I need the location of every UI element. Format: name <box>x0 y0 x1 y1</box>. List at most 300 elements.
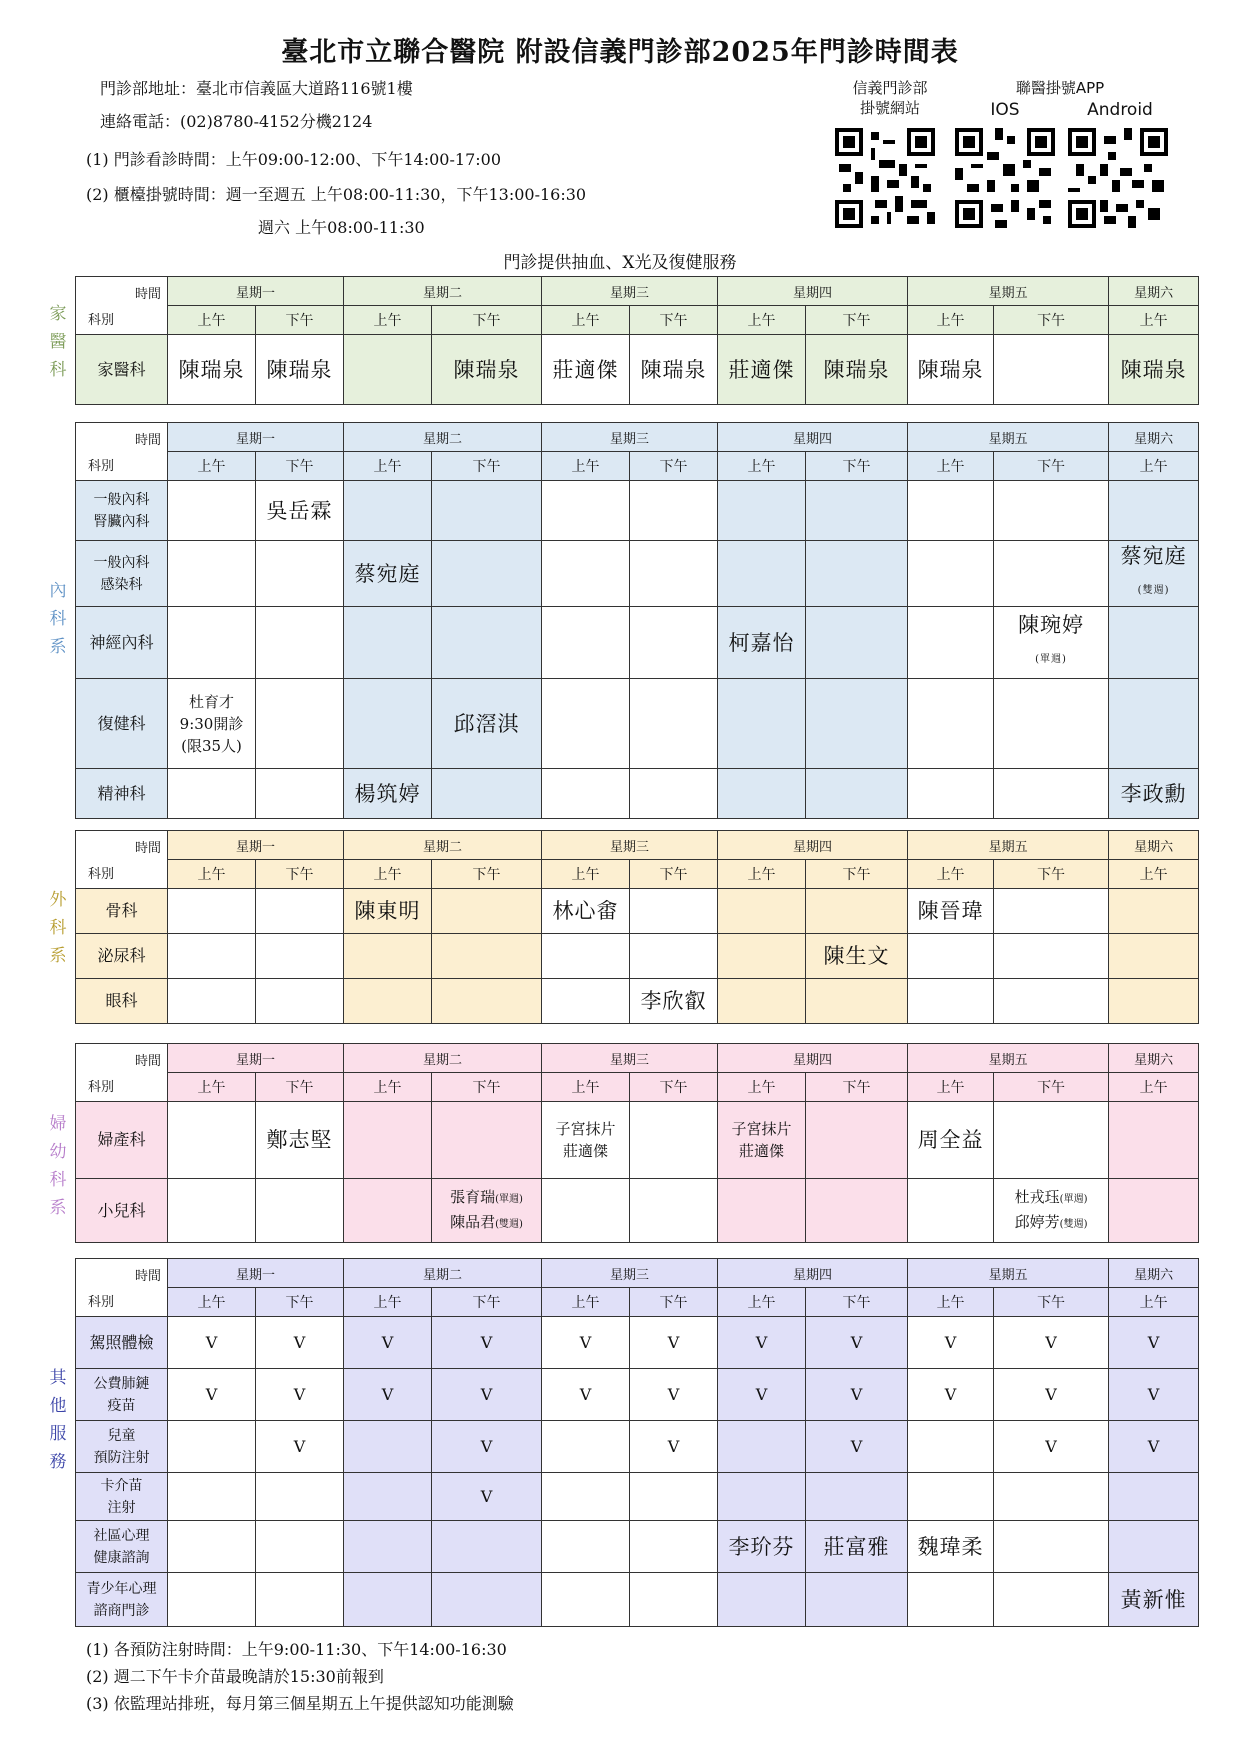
schedule-cell-empty <box>908 979 994 1024</box>
schedule-cell: V <box>256 1317 344 1369</box>
schedule-cell-empty <box>542 1421 630 1473</box>
header-day: 星期六 <box>1109 1259 1199 1288</box>
schedule-cell-empty <box>344 1473 432 1521</box>
header-day: 星期一 <box>168 831 344 860</box>
schedule-cell-empty <box>168 1102 256 1179</box>
schedule-cell-empty <box>168 1573 256 1627</box>
schedule-row <box>76 889 1199 934</box>
internal-table <box>75 422 1199 819</box>
schedule-cell-empty <box>256 607 344 679</box>
header-half-day: 上午 <box>542 1288 630 1317</box>
schedule-cell-empty <box>908 481 994 541</box>
header-day: 星期二 <box>344 1259 542 1288</box>
schedule-cell-empty <box>256 1473 344 1521</box>
schedule-row <box>76 1521 1199 1573</box>
schedule-cell-empty <box>806 979 908 1024</box>
schedule-cell-empty <box>630 1473 718 1521</box>
schedule-row <box>76 934 1199 979</box>
header-day: 星期六 <box>1109 1044 1199 1073</box>
header-half-day: 上午 <box>542 306 630 335</box>
dept-label: 一般內科 腎臟內科 <box>76 481 168 541</box>
header-half-day: 上午 <box>908 306 994 335</box>
footnote-2: (2) 週二下午卡介苗最晚請於15:30前報到 <box>86 1667 384 1686</box>
schedule-cell: V <box>344 1369 432 1421</box>
address: 門診部地址：臺北市信義區大道路116號1樓 <box>100 79 413 98</box>
schedule-cell: V <box>344 1317 432 1369</box>
schedule-cell-empty <box>542 1473 630 1521</box>
schedule-cell-empty <box>994 889 1109 934</box>
schedule-cell-empty <box>1109 1179 1199 1243</box>
header-time-label: 時間 <box>134 841 161 856</box>
header-day: 星期四 <box>718 423 908 452</box>
schedule-cell-empty <box>718 679 806 769</box>
schedule-cell: 黃新惟 <box>1109 1573 1199 1627</box>
header-half-day: 上午 <box>542 1073 630 1102</box>
schedule-cell-empty <box>1109 679 1199 769</box>
schedule-cell: 陳東明 <box>344 889 432 934</box>
schedule-cell: 邱滘淇 <box>432 679 542 769</box>
header-half-day: 下午 <box>432 1288 542 1317</box>
schedule-cell: 吳岳霖 <box>256 481 344 541</box>
schedule-cell-empty <box>1109 889 1199 934</box>
dept-label: 復健科 <box>76 679 168 769</box>
header-half-day: 下午 <box>432 452 542 481</box>
header-half-day: 上午 <box>344 1073 432 1102</box>
schedule-cell: V <box>718 1369 806 1421</box>
page-title: 臺北市立聯合醫院 附設信義門診部2025年門診時間表 <box>281 37 959 68</box>
schedule-cell-empty <box>630 1521 718 1573</box>
header-half-day: 上午 <box>344 1288 432 1317</box>
schedule-cell-empty <box>168 889 256 934</box>
schedule-cell: 陳瑞泉 <box>168 335 256 405</box>
header-half-day: 上午 <box>1109 452 1199 481</box>
category-family: 家 醫 科 <box>49 304 67 380</box>
header-half-day: 上午 <box>168 1073 256 1102</box>
schedule-cell: 莊富雅 <box>806 1521 908 1573</box>
header-corner <box>76 1259 168 1317</box>
schedule-cell-empty <box>168 979 256 1024</box>
header-day: 星期三 <box>542 831 718 860</box>
header-half-day: 上午 <box>718 1288 806 1317</box>
header-day: 星期五 <box>908 277 1109 306</box>
schedule-row <box>76 679 1199 769</box>
header-day: 星期四 <box>718 277 908 306</box>
dept-label: 兒童 預防注射 <box>76 1421 168 1473</box>
header-half-day: 上午 <box>344 452 432 481</box>
schedule-cell: 陳瑞泉 <box>432 335 542 405</box>
header-day: 星期一 <box>168 1259 344 1288</box>
header-half-day: 上午 <box>908 1288 994 1317</box>
header-dept-label: 科別 <box>88 459 115 474</box>
schedule-cell: 柯嘉怡 <box>718 607 806 679</box>
schedule-cell: V <box>1109 1317 1199 1369</box>
schedule-cell-empty <box>908 679 994 769</box>
dept-label: 家醫科 <box>76 335 168 405</box>
schedule-cell: 鄭志堅 <box>256 1102 344 1179</box>
schedule-cell-empty <box>630 607 718 679</box>
header-half-day: 下午 <box>630 1073 718 1102</box>
schedule-cell-empty <box>344 481 432 541</box>
header-day: 星期二 <box>344 423 542 452</box>
qr-code-ios[interactable] <box>955 128 1055 228</box>
header-day: 星期六 <box>1109 423 1199 452</box>
schedule-cell-empty <box>718 979 806 1024</box>
schedule-cell-empty <box>256 889 344 934</box>
header-half-day: 下午 <box>806 860 908 889</box>
header-time-label: 時間 <box>134 1269 161 1284</box>
header-half-day: 下午 <box>432 860 542 889</box>
header-half-day: 上午 <box>718 452 806 481</box>
schedule-cell-empty <box>718 769 806 819</box>
schedule-cell-empty <box>806 1102 908 1179</box>
schedule-cell: V <box>630 1421 718 1473</box>
schedule-cell-empty <box>256 679 344 769</box>
schedule-cell-empty <box>994 481 1109 541</box>
schedule-cell-empty <box>168 541 256 607</box>
header-half-day: 下午 <box>994 306 1109 335</box>
schedule-cell-empty <box>344 1179 432 1243</box>
schedule-cell: V <box>1109 1369 1199 1421</box>
header-half-day: 下午 <box>806 1073 908 1102</box>
header-half-day: 下午 <box>994 452 1109 481</box>
schedule-cell-empty <box>1109 1473 1199 1521</box>
header-half-day: 下午 <box>630 1288 718 1317</box>
schedule-cell-empty <box>994 541 1109 607</box>
schedule-cell: 杜戎珏(單週) 邱婷芳(雙週) <box>994 1179 1109 1243</box>
schedule-cell-empty <box>994 1573 1109 1627</box>
schedule-cell-empty <box>168 607 256 679</box>
header-day: 星期一 <box>168 423 344 452</box>
header-half-day: 上午 <box>344 306 432 335</box>
header-corner <box>76 423 168 481</box>
dept-label: 卡介苗 注射 <box>76 1473 168 1521</box>
schedule-cell-empty <box>630 1102 718 1179</box>
schedule-cell-empty <box>718 541 806 607</box>
schedule-cell-empty <box>542 1573 630 1627</box>
schedule-cell-empty <box>432 1102 542 1179</box>
schedule-cell: V <box>432 1473 542 1521</box>
qr-code-website[interactable] <box>835 128 935 228</box>
schedule-cell: V <box>994 1369 1109 1421</box>
schedule-cell-empty <box>432 1573 542 1627</box>
schedule-cell-empty <box>630 679 718 769</box>
header-half-day: 下午 <box>806 452 908 481</box>
schedule-cell: V <box>806 1317 908 1369</box>
counter-hours: (2) 櫃檯掛號時間：週一至週五 上午08:00-11:30，下午13:00-16:30 <box>86 185 587 204</box>
header-half-day: 上午 <box>542 452 630 481</box>
schedule-cell-empty <box>542 1521 630 1573</box>
schedule-row <box>76 1421 1199 1473</box>
schedule-cell: 魏瑋柔 <box>908 1521 994 1573</box>
schedule-row <box>76 1369 1199 1421</box>
schedule-cell: 楊筑婷 <box>344 769 432 819</box>
schedule-cell-empty <box>908 1473 994 1521</box>
schedule-cell-empty <box>718 481 806 541</box>
dept-label: 社區心理 健康諮詢 <box>76 1521 168 1573</box>
schedule-row <box>76 541 1199 607</box>
dept-label: 神經內科 <box>76 607 168 679</box>
category-other: 其 他 服 務 <box>49 1368 67 1472</box>
schedule-cell-empty <box>630 541 718 607</box>
schedule-cell: 蔡宛庭 (雙週) <box>1109 541 1199 607</box>
header-day: 星期三 <box>542 1044 718 1073</box>
schedule-cell: 陳瑞泉 <box>908 335 994 405</box>
header-half-day: 下午 <box>256 860 344 889</box>
schedule-cell: V <box>806 1421 908 1473</box>
schedule-cell-empty <box>432 607 542 679</box>
header-day: 星期四 <box>718 1044 908 1073</box>
schedule-cell-empty <box>256 1179 344 1243</box>
footnote-3: (3) 依監理站排班，每月第三個星期五上午提供認知功能測驗 <box>86 1694 514 1713</box>
schedule-cell-empty <box>344 1521 432 1573</box>
schedule-cell: V <box>994 1317 1109 1369</box>
schedule-cell: V <box>542 1369 630 1421</box>
header-day: 星期一 <box>168 1044 344 1073</box>
schedule-cell-empty <box>432 1521 542 1573</box>
schedule-cell: 陳瑞泉 <box>806 335 908 405</box>
schedule-cell: V <box>806 1369 908 1421</box>
schedule-cell-empty <box>344 1421 432 1473</box>
header-day: 星期五 <box>908 1044 1109 1073</box>
header-half-day: 下午 <box>994 860 1109 889</box>
schedule-cell-empty <box>432 979 542 1024</box>
header-half-day: 下午 <box>806 306 908 335</box>
schedule-cell-empty <box>718 1473 806 1521</box>
schedule-cell: V <box>168 1369 256 1421</box>
family-table <box>75 276 1199 405</box>
schedule-cell: 陳瑞泉 <box>256 335 344 405</box>
header-day: 星期五 <box>908 1259 1109 1288</box>
schedule-cell-empty <box>908 769 994 819</box>
qr-android-label: Android <box>1087 100 1153 120</box>
schedule-cell-empty <box>256 1573 344 1627</box>
schedule-cell-empty <box>1109 607 1199 679</box>
header-day: 星期三 <box>542 277 718 306</box>
header-half-day: 上午 <box>168 1288 256 1317</box>
schedule-cell-empty <box>168 1521 256 1573</box>
schedule-cell-empty <box>994 679 1109 769</box>
dept-label: 泌尿科 <box>76 934 168 979</box>
schedule-cell-empty <box>718 889 806 934</box>
schedule-cell-empty <box>908 541 994 607</box>
schedule-cell: V <box>168 1317 256 1369</box>
schedule-cell: 陳生文 <box>806 934 908 979</box>
header-day: 星期二 <box>344 277 542 306</box>
schedule-cell: 李政勳 <box>1109 769 1199 819</box>
header-day: 星期一 <box>168 277 344 306</box>
header-dept-label: 科別 <box>88 867 115 882</box>
dept-label: 婦產科 <box>76 1102 168 1179</box>
header-half-day: 下午 <box>994 1073 1109 1102</box>
category-obgyn: 婦 幼 科 系 <box>49 1114 67 1218</box>
qr-code-android[interactable] <box>1068 128 1168 228</box>
schedule-row <box>76 1573 1199 1627</box>
schedule-cell-empty <box>344 1573 432 1627</box>
qr-app-label: 聯醫掛號APP <box>1015 79 1105 97</box>
schedule-cell-empty <box>1109 934 1199 979</box>
schedule-cell-empty <box>718 1421 806 1473</box>
schedule-cell-empty <box>806 1473 908 1521</box>
schedule-cell: 蔡宛庭 <box>344 541 432 607</box>
schedule-cell: V <box>432 1369 542 1421</box>
schedule-cell-empty <box>806 889 908 934</box>
surgery-table <box>75 830 1199 1024</box>
schedule-cell-empty <box>344 979 432 1024</box>
header-day: 星期五 <box>908 423 1109 452</box>
header-dept-label: 科別 <box>88 1295 115 1310</box>
schedule-cell-empty <box>908 1179 994 1243</box>
schedule-cell-empty <box>542 769 630 819</box>
qr-ios-label: IOS <box>990 100 1020 120</box>
schedule-cell-empty <box>344 1102 432 1179</box>
schedule-row <box>76 1179 1199 1243</box>
schedule-cell-empty <box>908 934 994 979</box>
schedule-cell-empty <box>630 934 718 979</box>
schedule-cell-empty <box>432 769 542 819</box>
saturday-hours: 週六 上午08:00-11:30 <box>258 218 425 237</box>
schedule-row <box>76 1102 1199 1179</box>
schedule-cell: 陳瑞泉 <box>1109 335 1199 405</box>
header-day: 星期三 <box>542 423 718 452</box>
schedule-cell: 李欣叡 <box>630 979 718 1024</box>
schedule-cell-empty <box>806 1573 908 1627</box>
header-half-day: 上午 <box>908 860 994 889</box>
header-day: 星期四 <box>718 1259 908 1288</box>
header-half-day: 上午 <box>1109 1073 1199 1102</box>
header-half-day: 上午 <box>908 452 994 481</box>
schedule-cell: 張育瑞(單週) 陳品君(雙週) <box>432 1179 542 1243</box>
header-half-day: 下午 <box>630 452 718 481</box>
schedule-cell-empty <box>432 934 542 979</box>
dept-label: 骨科 <box>76 889 168 934</box>
schedule-cell: V <box>718 1317 806 1369</box>
header-half-day: 上午 <box>1109 1288 1199 1317</box>
dept-label: 駕照體檢 <box>76 1317 168 1369</box>
schedule-cell-empty <box>630 889 718 934</box>
schedule-cell-empty <box>806 541 908 607</box>
schedule-cell: 杜育才 9:30開診 (限35人) <box>168 679 256 769</box>
schedule-cell: V <box>432 1421 542 1473</box>
header-half-day: 下午 <box>806 1288 908 1317</box>
schedule-row <box>76 769 1199 819</box>
schedule-row <box>76 1317 1199 1369</box>
schedule-cell-empty <box>168 481 256 541</box>
schedule-cell-empty <box>168 934 256 979</box>
category-surgery: 外 科 系 <box>49 890 67 966</box>
header-half-day: 上午 <box>542 860 630 889</box>
header-day: 星期二 <box>344 831 542 860</box>
dept-label: 青少年心理 諮商門診 <box>76 1573 168 1627</box>
header-half-day: 上午 <box>1109 860 1199 889</box>
header-half-day: 上午 <box>1109 306 1199 335</box>
schedule-cell-empty <box>630 769 718 819</box>
header-corner <box>76 277 168 335</box>
schedule-cell-empty <box>256 541 344 607</box>
schedule-row <box>76 481 1199 541</box>
schedule-cell: V <box>1109 1421 1199 1473</box>
header-time-label: 時間 <box>134 433 161 448</box>
header-half-day: 上午 <box>344 860 432 889</box>
header-half-day: 上午 <box>168 860 256 889</box>
header-day: 星期二 <box>344 1044 542 1073</box>
header-half-day: 下午 <box>432 1073 542 1102</box>
schedule-cell: 莊適傑 <box>718 335 806 405</box>
header-day: 星期三 <box>542 1259 718 1288</box>
schedule-cell-empty <box>432 889 542 934</box>
schedule-cell-empty <box>994 934 1109 979</box>
header-half-day: 上午 <box>908 1073 994 1102</box>
header-half-day: 上午 <box>718 306 806 335</box>
schedule-cell-empty <box>1109 1102 1199 1179</box>
schedule-cell-empty <box>432 541 542 607</box>
schedule-cell-empty <box>908 1421 994 1473</box>
schedule-cell-empty <box>344 335 432 405</box>
schedule-cell-empty <box>1109 481 1199 541</box>
header-day: 星期六 <box>1109 831 1199 860</box>
schedule-cell: 林心畬 <box>542 889 630 934</box>
dept-label: 一般內科 感染科 <box>76 541 168 607</box>
schedule-cell: 李玠芬 <box>718 1521 806 1573</box>
header-half-day: 下午 <box>994 1288 1109 1317</box>
header-half-day: 下午 <box>630 306 718 335</box>
schedule-cell: V <box>994 1421 1109 1473</box>
header-half-day: 下午 <box>256 1073 344 1102</box>
header-half-day: 下午 <box>256 452 344 481</box>
header-dept-label: 科別 <box>88 1080 115 1095</box>
services-note: 門診提供抽血、X光及復健服務 <box>503 253 737 273</box>
phone: 連絡電話：(02)8780-4152分機2124 <box>100 112 373 131</box>
schedule-cell: V <box>256 1369 344 1421</box>
dept-label: 公費肺鏈 疫苗 <box>76 1369 168 1421</box>
header-corner <box>76 831 168 889</box>
schedule-cell-empty <box>542 481 630 541</box>
category-internal: 內 科 系 <box>49 581 67 657</box>
schedule-cell-empty <box>806 1179 908 1243</box>
schedule-cell: V <box>432 1317 542 1369</box>
dept-label: 小兒科 <box>76 1179 168 1243</box>
obgyn-table <box>75 1043 1199 1243</box>
schedule-cell-empty <box>994 769 1109 819</box>
schedule-cell-empty <box>908 1573 994 1627</box>
dept-label: 眼科 <box>76 979 168 1024</box>
schedule-cell-empty <box>806 607 908 679</box>
schedule-cell-empty <box>542 979 630 1024</box>
schedule-cell-empty <box>256 979 344 1024</box>
schedule-cell: 陳瑞泉 <box>630 335 718 405</box>
header-half-day: 下午 <box>432 306 542 335</box>
schedule-row <box>76 979 1199 1024</box>
schedule-cell-empty <box>256 1521 344 1573</box>
schedule-cell-empty <box>168 1179 256 1243</box>
header-day: 星期四 <box>718 831 908 860</box>
other-table <box>75 1258 1199 1627</box>
schedule-cell: 陳琬婷 (單週) <box>994 607 1109 679</box>
schedule-cell-empty <box>256 769 344 819</box>
schedule-cell: V <box>542 1317 630 1369</box>
schedule-cell: V <box>256 1421 344 1473</box>
schedule-cell-empty <box>542 679 630 769</box>
schedule-cell-empty <box>432 481 542 541</box>
schedule-cell: V <box>630 1369 718 1421</box>
schedule-cell-empty <box>994 1473 1109 1521</box>
header-half-day: 上午 <box>168 452 256 481</box>
header-day: 星期五 <box>908 831 1109 860</box>
header-time-label: 時間 <box>134 1054 161 1069</box>
schedule-row <box>76 335 1199 405</box>
schedule-cell-empty <box>806 481 908 541</box>
schedule-cell-empty <box>994 1521 1109 1573</box>
schedule-cell: 陳晉瑋 <box>908 889 994 934</box>
